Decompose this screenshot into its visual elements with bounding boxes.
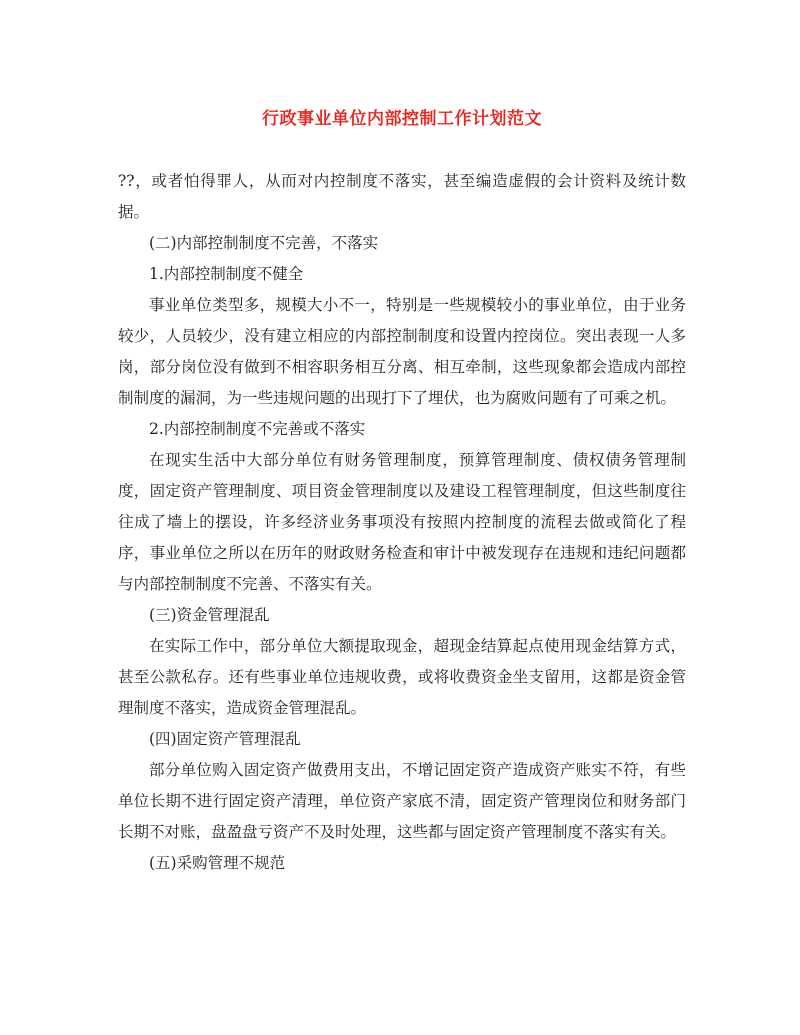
body-paragraph: 在实际工作中，部分单位大额提取现金，超现金结算起点使用现金结算方式，甚至公款私存。还有些事业单位违规收费，或将收费资金坐支留用，这都是资金管理制度不落实，造成资金管理混乱。 — [118, 637, 686, 717]
document-body — [118, 166, 686, 879]
section-heading: (二)内部控制制度不完善，不落实 — [149, 234, 379, 252]
document-title: 行政事业单位内部控制工作计划范文 — [262, 109, 542, 129]
body-paragraph: 部分单位购入固定资产做费用支出，不增记固定资产造成资产账实不符，有些单位长期不进行固定资产清理，单位资产家底不清，固定资产管理岗位和财务部门长期不对账，盘盈盘亏资产不及时处理，这些都与固定资产管理制度不落实有关。 — [118, 761, 686, 841]
body-paragraph: 在现实生活中大部分单位有财务管理制度，预算管理制度、债权债务管理制度，固定资产管理制度、项目资金管理制度以及建设工程管理制度，但这些制度往往成了墙上的摆设，许多经济业务事项没有按照内控制度的流程去做或简化了程序，事业单位之所以在历年的财政财务检查和审计中被发现存在违规和违纪问题都与内部控制制度不完善、不落实有关。 — [118, 451, 686, 593]
section-heading: (四)固定资产管理混乱 — [149, 730, 301, 748]
body-paragraph: ??，或者怕得罪人，从而对内控制度不落实，甚至编造虚假的会计资料及统计数据。 — [118, 172, 686, 221]
body-paragraph: 事业单位类型多，规模大小不一，特别是一些规模较小的事业单位，由于业务较少，人员较少，没有建立相应的内部控制制度和设置内控岗位。突出表现一人多岗，部分岗位没有做到不相容职务相互分离、相互牵制，这些现象都会造成内部控制制度的漏洞，为一些违规问题的出现打下了埋伏，也为腐败问题有了可乘之机。 — [118, 296, 686, 407]
subsection-heading: 1.内部控制制度不健全 — [149, 265, 304, 283]
subsection-heading: 2.内部控制制度不完善或不落实 — [149, 420, 366, 438]
section-heading: (五)采购管理不规范 — [149, 854, 286, 872]
section-heading: (三)资金管理混乱 — [149, 606, 270, 624]
